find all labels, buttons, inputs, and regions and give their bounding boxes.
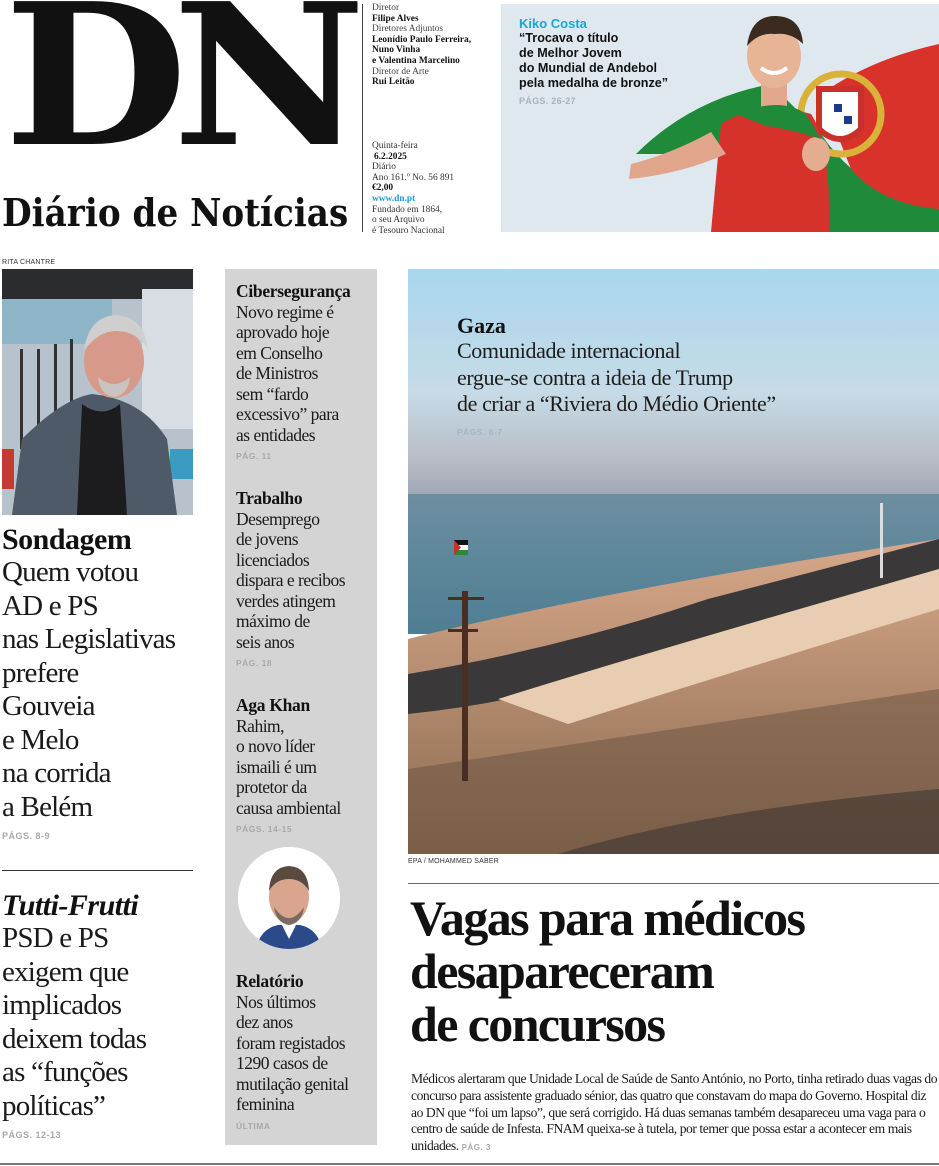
photo-credit: EPA / MOHAMMED SABER xyxy=(408,858,499,865)
logo-title: Diário de Notícias xyxy=(2,190,349,235)
feature-line: de criar a “Riviera do Médio Oriente” xyxy=(457,391,776,416)
story-line: as “funções xyxy=(2,1056,128,1088)
story-line: prefere xyxy=(2,656,79,689)
issue-volume: Ano 161.º No. 56 891 xyxy=(372,172,455,183)
brief-kicker: Cibersegurança xyxy=(236,281,351,301)
promo-quote-line: do Mundial de Andebol xyxy=(519,61,658,75)
headline-line: desapareceram xyxy=(410,943,714,999)
lead-summary xyxy=(411,1071,939,1157)
promo-name: Kiko Costa xyxy=(519,16,587,31)
story-sondagem[interactable] xyxy=(2,523,197,841)
founded-text: Fundado em 1864, xyxy=(372,204,443,215)
brief-line: sem “fardo xyxy=(236,383,309,404)
gouveia-e-melo-photo xyxy=(2,269,193,515)
staff-name: Nuno Vinha xyxy=(372,45,421,56)
issue-weekday: Quinta-feira xyxy=(372,141,418,151)
brief-kicker: Aga Khan xyxy=(236,695,310,715)
headline-line: de concursos xyxy=(410,996,665,1052)
briefs-column xyxy=(225,269,377,1145)
staff-role: Diretor xyxy=(372,3,400,13)
staff-name: Rui Leitão xyxy=(372,77,415,88)
website-link[interactable]: www.dn.pt xyxy=(372,193,416,204)
photo-credit: RITA CHANTRE xyxy=(2,259,56,266)
page-reference: PÁGS. 12-13 xyxy=(2,1130,62,1140)
promo-quote-line: de Melhor Jovem xyxy=(519,46,622,60)
story-line: a Belém xyxy=(2,790,93,823)
brief-line: as entidades xyxy=(236,424,316,445)
brief-line: Desemprego xyxy=(236,508,320,529)
staff-box xyxy=(372,3,497,88)
page-reference: PÁGS. 14-15 xyxy=(236,824,293,834)
story-line: implicados xyxy=(2,989,122,1021)
story-line: Gouveia xyxy=(2,690,95,722)
section-divider xyxy=(2,870,193,871)
brief-line: 1290 casos de xyxy=(236,1053,328,1073)
story-line: e Melo xyxy=(2,723,79,756)
story-line: Quem votou xyxy=(2,556,139,588)
lead-headline[interactable] xyxy=(410,892,939,1051)
page-bottom-rule xyxy=(0,1163,939,1165)
page-reference: ÚLTIMA xyxy=(236,1120,271,1131)
issue-info xyxy=(372,141,497,236)
story-line: AD e PS xyxy=(2,589,98,622)
brief-line: mutilação genital xyxy=(236,1073,349,1094)
story-line: na corrida xyxy=(2,757,111,789)
promo-text xyxy=(519,16,709,106)
brief-line: licenciados xyxy=(236,549,310,570)
brief-line: de Ministros xyxy=(236,363,318,383)
staff-role: Diretor de Arte xyxy=(372,66,429,77)
brief-line: verdes atingem xyxy=(236,590,336,611)
brief-line: protetor da xyxy=(236,777,307,797)
brief-line: dez anos xyxy=(236,1012,293,1032)
lead-body-text: Médicos alertaram que Unidade Local de Saúde de Santo António, no Porto, tinha retirado duas vagas do concurso para assistente graduado sénior, das quatro que constavam do mapa do Governo. Hospital diz ao DN que “foi um lapso”, que será corrigido. Há duas semanas também desapareceu uma vaga para o centro de saúde de Infesta. FNAM queixa-se à tutela, por temer que possa estar a acontecer em mais unidades. xyxy=(411,1071,938,1154)
story-line: políticas” xyxy=(2,1089,106,1122)
promo-kiko-costa[interactable] xyxy=(501,4,939,232)
feature-gaza[interactable] xyxy=(408,269,939,854)
story-line: nas Legislativas xyxy=(2,623,176,655)
masthead-divider xyxy=(362,4,363,232)
page-reference: PÁG. 3 xyxy=(461,1143,491,1153)
brief-line: máximo de xyxy=(236,611,310,631)
brief-kicker: Relatório xyxy=(236,971,304,991)
brief-line: aprovado hoje xyxy=(236,322,330,342)
staff-name: Filipe Alves xyxy=(372,13,419,24)
staff-name: e Valentina Marcelino xyxy=(372,55,460,66)
brief-line: Novo regime é xyxy=(236,301,334,322)
section-divider xyxy=(408,883,939,884)
headline-line: Vagas para médicos xyxy=(410,890,805,946)
brief-relatorio[interactable] xyxy=(236,971,376,1131)
feature-line: ergue-se contra a ideia de Trump xyxy=(457,364,733,390)
brief-kicker: Trabalho xyxy=(236,488,303,508)
feature-text xyxy=(457,313,897,437)
page-reference: PÁGS. 6-7 xyxy=(457,426,503,437)
issue-price: €2,00 xyxy=(372,183,394,194)
brief-line: Nos últimos xyxy=(236,991,316,1012)
issue-frequency: Diário xyxy=(372,162,396,173)
brief-line: ismaili é um xyxy=(236,756,317,777)
aga-khan-portrait xyxy=(238,847,340,949)
page-reference: PÁGS. 8-9 xyxy=(2,831,51,841)
issue-date: 6.2.2025 xyxy=(374,151,407,162)
story-line: exigem que xyxy=(2,955,129,988)
brief-line: seis anos xyxy=(236,631,295,652)
brief-line: feminina xyxy=(236,1094,295,1114)
founded-text: é Tesouro Nacional xyxy=(372,225,445,236)
brief-line: Rahim, xyxy=(236,715,285,736)
story-line: deixem todas xyxy=(2,1022,147,1055)
feature-kicker: Gaza xyxy=(457,313,506,338)
page-reference: PÁG. 18 xyxy=(236,658,273,668)
logo-monogram: DN xyxy=(4,0,351,191)
brief-line: dispara e recibos xyxy=(236,570,346,590)
story-line: PSD e PS xyxy=(2,922,109,954)
story-tutti-frutti[interactable] xyxy=(2,889,197,1140)
brief-line: excessivo” para xyxy=(236,404,339,424)
promo-quote-line: “Trocava o título xyxy=(519,31,619,45)
staff-role: Diretores Adjuntos xyxy=(372,24,444,35)
brief-trabalho[interactable] xyxy=(236,488,376,668)
masthead-logo[interactable] xyxy=(0,0,351,245)
feature-line: Comunidade internacional xyxy=(457,338,681,363)
brief-line: o novo líder xyxy=(236,736,315,756)
brief-aga-khan[interactable] xyxy=(236,695,376,834)
founded-text: o seu Arquivo xyxy=(372,215,425,226)
brief-ciberseguranca[interactable] xyxy=(236,281,376,461)
brief-line: causa ambiental xyxy=(236,797,341,818)
page-reference: PÁGS. 26-27 xyxy=(519,96,576,106)
promo-quote-line: pela medalha de bronze” xyxy=(519,76,669,90)
page-reference: PÁG. 11 xyxy=(236,451,272,461)
staff-name: Leonídio Paulo Ferreira, xyxy=(372,34,472,45)
story-kicker: Tutti-Frutti xyxy=(2,889,139,922)
brief-line: em Conselho xyxy=(236,342,323,363)
brief-line: de jovens xyxy=(236,529,299,549)
story-kicker: Sondagem xyxy=(2,523,132,556)
brief-line: foram registados xyxy=(236,1032,346,1053)
